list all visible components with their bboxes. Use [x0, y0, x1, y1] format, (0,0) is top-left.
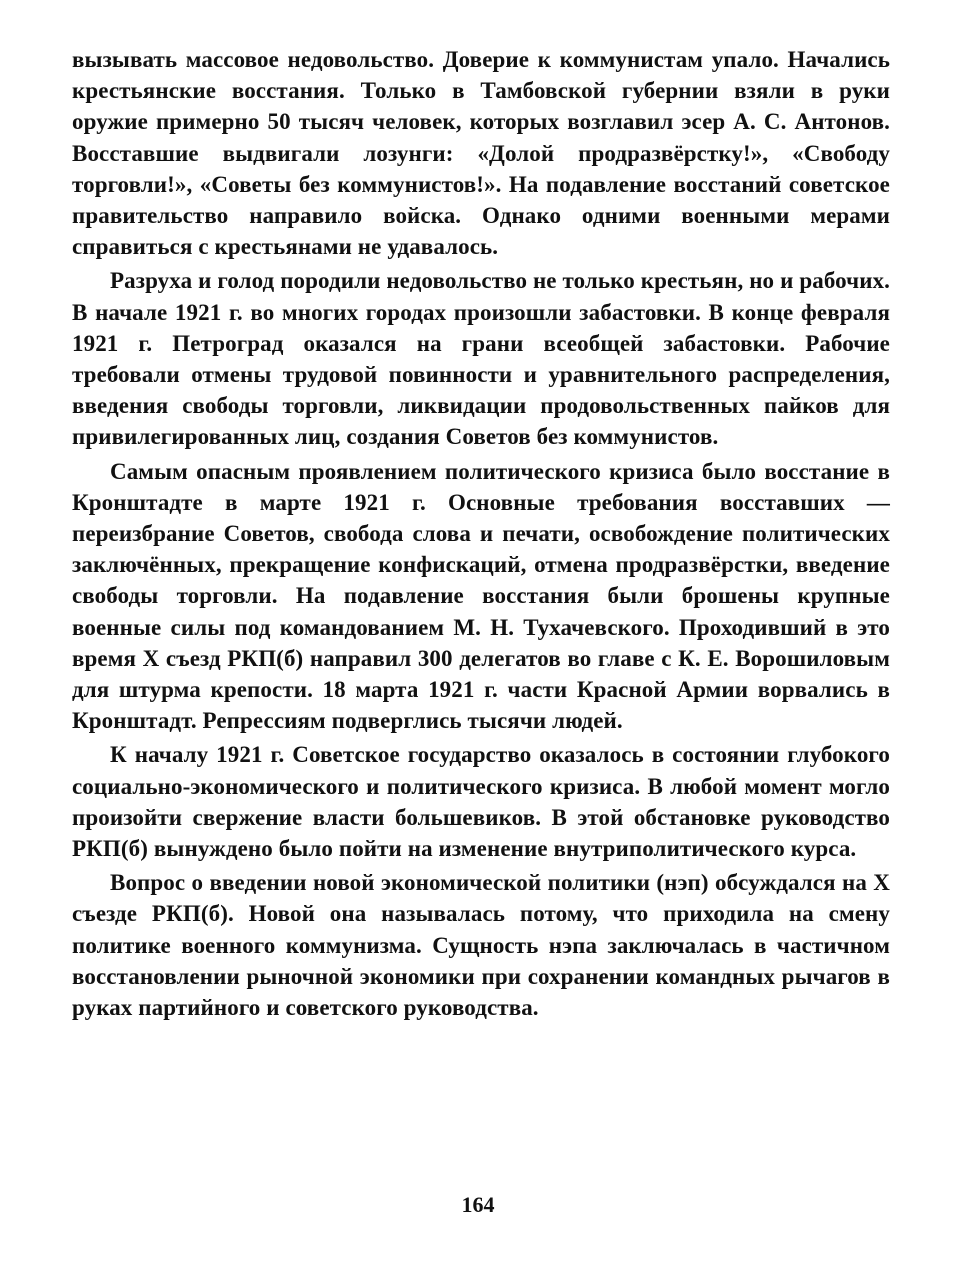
paragraph-nep: Вопрос о введении новой экономической политики (нэп) обсуждался на X съезде РКП(б). Новой она называлась потому, что приходила на смену политике военного коммунизма. Сущность нэпа заключалась в частичном восстановлении рыночной экономики при сохранении командных рычагов в руках партийного и советского руководства.: [72, 870, 890, 1021]
paragraph-unrest: Разруха и голод породили недовольство не только крестьян, но и рабочих. В начале 1921 г. во многих городах произошли забастовки. В конце февраля 1921 г. Петроград оказался на грани всеобщей забастовки. Рабочие требовали отмены трудовой повинности и уравнительного распределения, введения свободы торговли, ликвидации продовольственных пайков для привилегированных лиц, создания Советов без коммунистов.: [72, 268, 890, 450]
page-number: 164: [461, 1192, 495, 1217]
paragraph-crisis: К началу 1921 г. Советское государство оказалось в состоянии глубокого социально-экономического и политического кризиса. В любой момент могло произойти свержение власти большевиков. В этой обстановке руководство РКП(б) вынуждено было пойти на изменение внутриполитического курса.: [72, 742, 890, 862]
paragraph-kronstadt: Самым опасным проявлением политического кризиса было восстание в Кронштадте в марте 1921 г. Основные требования восставших — переизбрание Советов, свобода слова и печати, освобождение политических заключённых, прекращение конфискаций, отмена продразвёрстки, введение свободы торговли. На подавление восстания были брошены крупные военные силы под командованием М. Н. Тухачевского. Проходивший в это время X съезд РКП(б) направил 300 делегатов во главе с К. Е. Ворошиловым для штурма крепости. 18 марта 1921 г. части Красной Армии ворвались в Кронштадт. Репрессиям подверглись тысячи людей.: [72, 458, 890, 734]
paragraph-continuation: вызывать массовое недовольство. Доверие к коммунистам упало. Начались крестьянские восстания. Только в Тамбовской губернии взяли в руки оружие примерно 50 тысяч человек, которых возглавил эсер А. С. Антонов. Восставшие выдвигали лозунги: «Долой продразвёрстку!», «Свободу торговли!», «Советы без коммунистов!». На подавление восстаний советское правительство направило войска. Однако одними военными мерами справиться с крестьянами не удавалось.: [72, 47, 890, 260]
body-text: [72, 44, 890, 1023]
